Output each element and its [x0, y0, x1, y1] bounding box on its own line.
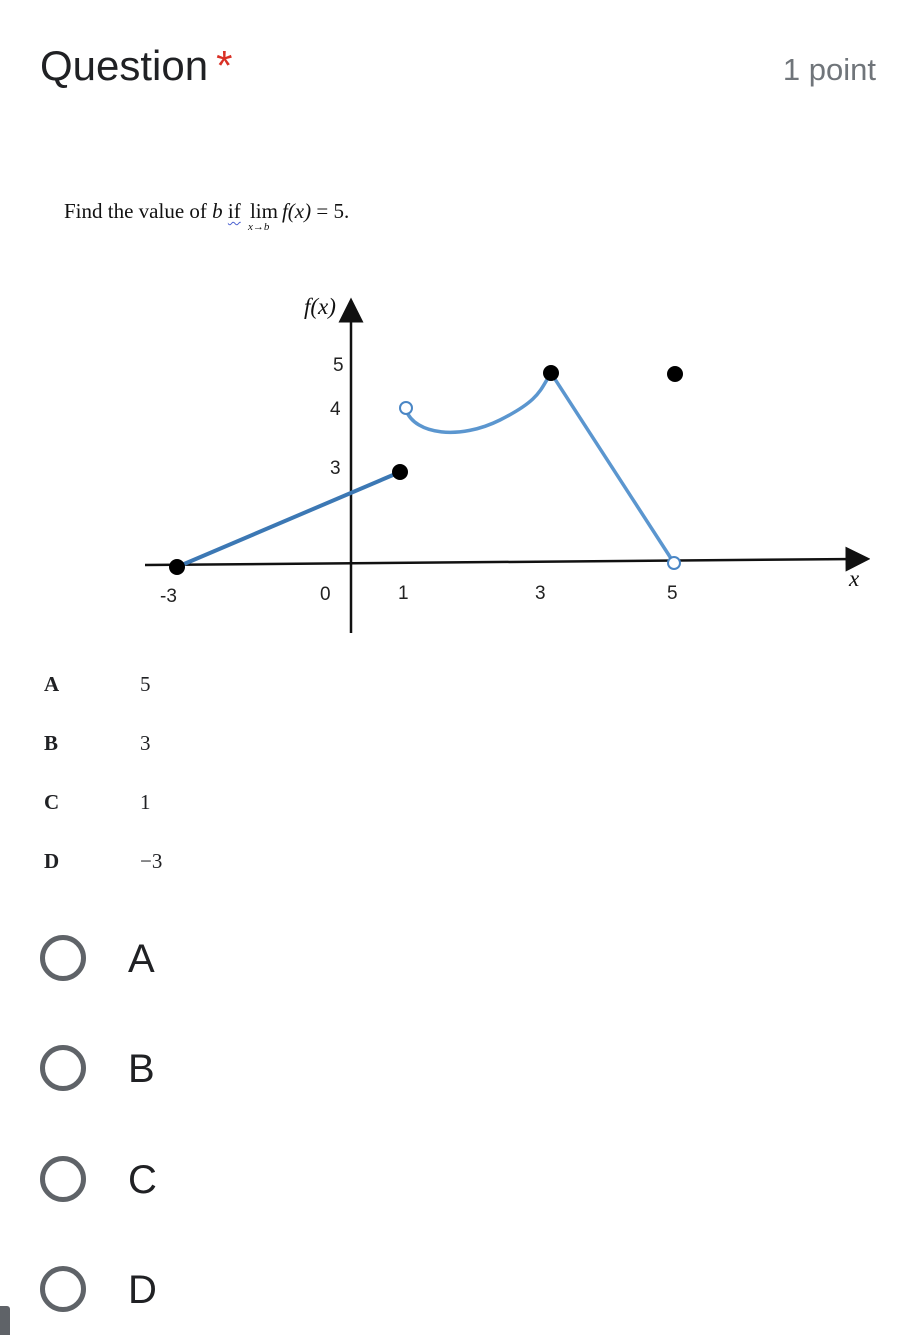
open-point-5-0	[668, 557, 680, 569]
closed-point-1	[392, 464, 408, 480]
x-axis-label: x	[849, 566, 860, 591]
function-graph	[130, 280, 870, 650]
option-b[interactable]	[38, 1042, 338, 1112]
problem-lead: Find the value of	[64, 199, 207, 223]
question-points: 1 point	[782, 52, 876, 87]
y-tick-3: 3	[330, 458, 341, 479]
radio-button[interactable]	[40, 935, 86, 981]
choice-letter: B	[44, 731, 59, 755]
closed-point-neg3	[169, 559, 185, 575]
option-d[interactable]	[38, 1263, 338, 1333]
option-label[interactable]: C	[128, 1158, 157, 1202]
question-title	[40, 38, 232, 94]
choice-value: 3	[140, 731, 151, 755]
y-axis-label: f(x)	[304, 294, 336, 319]
y-tick-4: 4	[330, 399, 341, 420]
open-point-1-4	[400, 402, 412, 414]
problem-statement	[64, 199, 350, 233]
question-header	[40, 38, 876, 98]
segment-right	[551, 373, 674, 563]
option-label[interactable]: A	[128, 937, 155, 981]
choice-letter: C	[44, 790, 60, 814]
limit-word: lim	[249, 199, 278, 223]
x-tick-1: 1	[398, 583, 409, 604]
x-tick-neg3: -3	[160, 586, 177, 607]
x-tick-0: 0	[320, 584, 331, 605]
problem-period: .	[343, 199, 350, 223]
radio-button[interactable]	[40, 1156, 86, 1202]
option-c[interactable]	[38, 1153, 338, 1223]
closed-point-5-5	[667, 366, 683, 382]
segment-curve	[406, 373, 551, 432]
radio-button[interactable]	[40, 1266, 86, 1312]
choice-letter: D	[44, 849, 60, 873]
choice-letter: A	[44, 672, 60, 696]
choice-value: 5	[140, 672, 151, 696]
x-axis	[145, 559, 858, 565]
choice-value: −3	[140, 849, 163, 873]
question-title-text: Question	[40, 42, 209, 89]
option-label[interactable]: B	[128, 1047, 155, 1091]
problem-equals: = 5	[316, 199, 344, 223]
y-tick-5: 5	[333, 355, 344, 376]
x-tick-3: 3	[535, 583, 546, 604]
required-asterisk: *	[216, 42, 233, 89]
scroll-edge-indicator	[0, 1306, 10, 1335]
radio-button[interactable]	[40, 1045, 86, 1091]
limit-operator	[246, 199, 282, 233]
segment-left	[177, 472, 400, 567]
option-a[interactable]	[38, 932, 338, 1002]
limit-subscript: x→b	[247, 221, 270, 233]
option-label[interactable]: D	[128, 1268, 157, 1312]
problem-function: f(x)	[281, 199, 312, 223]
problem-variable-b: b	[212, 199, 223, 223]
closed-point-3-5	[543, 365, 559, 381]
problem-if-word: if	[227, 199, 241, 223]
x-tick-5: 5	[667, 583, 678, 604]
choice-value: 1	[140, 790, 151, 814]
